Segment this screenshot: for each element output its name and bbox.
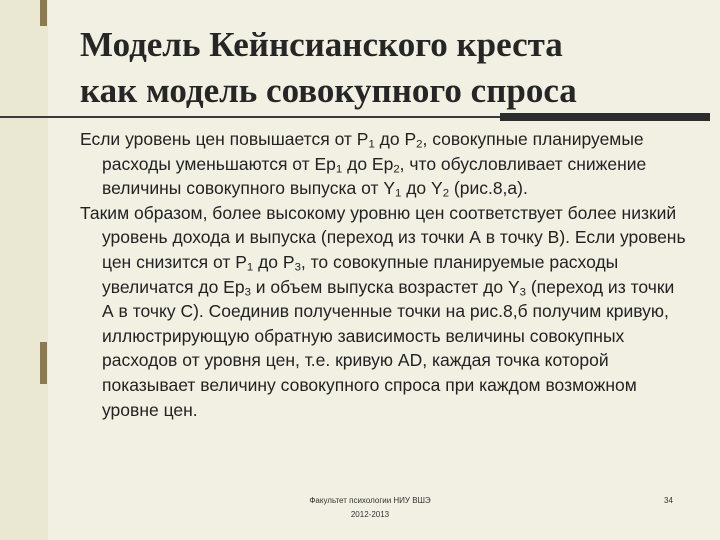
footer-faculty: Факультет психологии НИУ ВШЭ [309,496,431,505]
title-line-2: как модель совокупного спроса [80,71,577,110]
title-underline-accent [500,113,710,121]
subscript: 1 [246,261,254,274]
subscript: 2 [393,163,400,176]
text-run: , то совокупные планируемые расходы увеличатся до Ep [102,251,619,297]
subscript: 2 [442,187,450,200]
footer-years: 2012-2013 [350,510,390,519]
text-run: до Y [401,178,443,199]
subscript: 1 [335,163,343,176]
slide-body [80,127,690,422]
subscript: 2 [416,138,423,151]
text-run: до Ep [342,153,394,174]
subscript: 1 [368,138,375,151]
paragraph-conclusion [80,201,690,422]
bottom-accent-bar [40,342,47,384]
text-run: Если уровень цен повышается от P [80,129,369,149]
subscript: 1 [395,187,402,200]
slide-footer [300,494,440,522]
slide-title [80,22,710,114]
page-number: 34 [664,496,673,505]
subscript: 3 [244,286,251,299]
text-run: , совокупные планируемые расходы уменьшаются от Ep [102,129,644,174]
text-run: до P [253,251,295,272]
left-sidebar-band [0,0,48,540]
text-run: , что обусловливает снижение величины совокупного выпуска от Y [102,153,647,199]
text-run: и объем выпуска возрастет до Y [250,276,520,297]
text-run: (рис.8,а). [449,178,528,199]
subscript: 3 [294,261,301,274]
text-run: Таким образом, более высокому уровню цен соответствует более низкий уровень дохода и выпуска (переход из точки А в точку В). Если уровень цен снизится от P [80,202,686,272]
paragraph-price-increase [80,127,690,201]
title-line-1: Модель Кейнсианского креста [80,25,563,64]
subscript: 3 [519,286,526,299]
text-run: (переход из точки А в точку С). Соединив полученные точки на рис.8,б получим кривую, иллюстрирующую обратную зависимость величины совокупных расходов от уровня цен, т.е. кривую AD, каждая точка которой показывает величину совокупного спроса при каждом возможном уровне цен. [102,276,675,420]
text-run: до P [374,129,417,149]
top-accent-bar [40,0,47,26]
